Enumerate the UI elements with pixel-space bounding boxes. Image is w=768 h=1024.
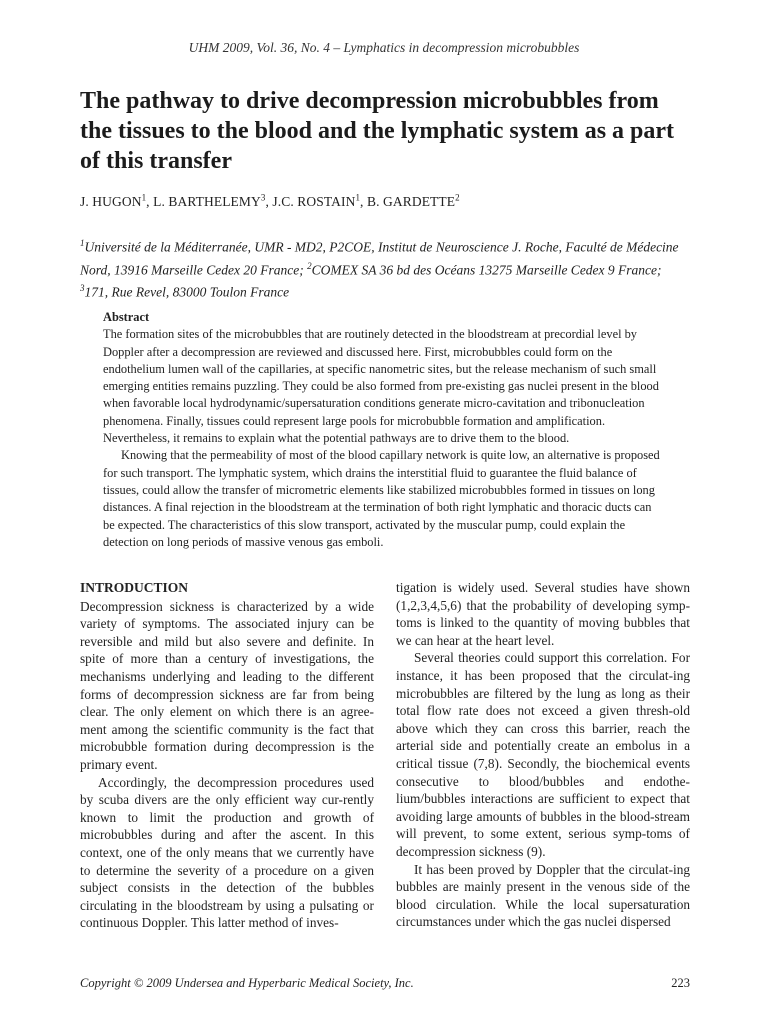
abstract — [103, 309, 665, 551]
left-column — [80, 579, 374, 932]
abstract-heading: Abstract — [103, 310, 150, 324]
author: J. HUGON$^1$, — [80, 192, 154, 209]
affiliations: $^1$Université de la Méditerranée, UMR - MD2, P2COE, Institut de Neuroscience J. Roche, Faculté de Médecine Nord, 13916 Marseille Cedex 20 France; $^2$COMEX SA 36 bd des Océans 13275 Marseille Cedex 9 France; $^3$171, Rue Revel, 83000 Toulon France — [80, 238, 679, 300]
section-heading-introduction: INTRODUCTION — [80, 580, 189, 595]
body-paragraph: Accordingly, the decompression procedures used by scuba divers are the only efficient way cur-rently known to limit the production and growth of microbubbles during and after the ascent. In this context, one of the only means that we currently have to determine the severity of a procedure on a given subject consists in the detection of the bubbles circulating in the bloodstream by using a pulsating or continuous Doppler. This latter method of inves- — [80, 774, 374, 931]
author-list — [80, 192, 460, 210]
paper-title: The pathway to drive decompression microbubbles from the tissues to the blood and the lymphatic system as a part of this transfer — [80, 88, 675, 174]
author: B. GARDETTE$^2$ — [367, 192, 460, 209]
author: J.C. ROSTAIN$^1$, — [272, 192, 367, 209]
abstract-paragraph: The formation sites of the microbubbles that are routinely detected in the bloodstream at precordial level by Doppler after a decompression are reviewed and discussed here. First, microbubbles could form on the endothelium lumen wall of the capillaries, at specific nanometric sites, but the release mechanism of such small emerging entities remains puzzling. They could be also formed from pre-existing gas nuclei present in the blood when favorable local hydrodynamic/supersaturation conditions generate micro-cavitation and tribonucleation phenomena. Finally, tissues could represent large pools for microbubble formation and amplification. Nevertheless, it remains to explain what the potential pathways are to drive them to the blood. — [103, 327, 659, 446]
body-paragraph: Several theories could support this correlation. For instance, it has been proposed that the circulat-ing microbubbles are filtered by the lung as long as their total flow rate does not exceed a given thresh-old above which they can cross this barrier, reach the arterial side and potentially create an embolus in a critical tissue (7,8). Secondly, the biochemical events consecutive to blood/bubbles and endothe-lium/bubbles interactions are sufficient to expect that avoiding large amounts of bubbles in the blood-stream will prevent, to some extent, serious symp-toms of decompression sickness (9). — [396, 650, 690, 859]
body-paragraph: It has been proved by Doppler that the circulat-ing bubbles are mainly present in the venous side of the blood circulation. While the local supersaturation circumstances under which the gas nuclei dispersed — [396, 861, 690, 930]
right-column — [396, 579, 690, 931]
abstract-paragraph: Knowing that the permeability of most of the blood capillary network is quite low, an alternative is proposed for such transport. The lymphatic system, which drains the interstitial fluid to guarantee the fluid balance of tissues, could allow the transfer of micrometric elements like stabilized microbubbles formed in tissues on long distances. A final rejection in the bloodstream at the termination of both right lymphatic and thoracic ducts can be expected. The characteristics of this slow transport, activated by the muscular pump, could explain the detection on long periods of massive venous gas emboli. — [103, 448, 660, 549]
running-head: UHM 2009, Vol. 36, No. 4 – Lymphatics in decompression microbubbles — [188, 40, 580, 55]
page-number: 223 — [671, 976, 690, 990]
body-paragraph: Decompression sickness is characterized by a wide variety of symptoms. The associated injury can be reversible and mild but also severe and definite. In spite of more than a century of investigations, the mechanisms underlying and leading to the different forms of decompression sickness are far from being clear. The only element on which there is an agree-ment among the scientific community is the fact that microbubble formation during decompression is the primary event. — [80, 598, 374, 772]
body-paragraph: tigation is widely used. Several studies have shown (1,2,3,4,5,6) that the probability of developing symp-toms is linked to the quantity of moving bubbles that we can hear at the heart level. — [396, 580, 690, 648]
copyright-notice: Copyright © 2009 Undersea and Hyperbaric Medical Society, Inc. — [80, 976, 414, 990]
author: L. BARTHELEMY$^3$, — [153, 192, 273, 209]
